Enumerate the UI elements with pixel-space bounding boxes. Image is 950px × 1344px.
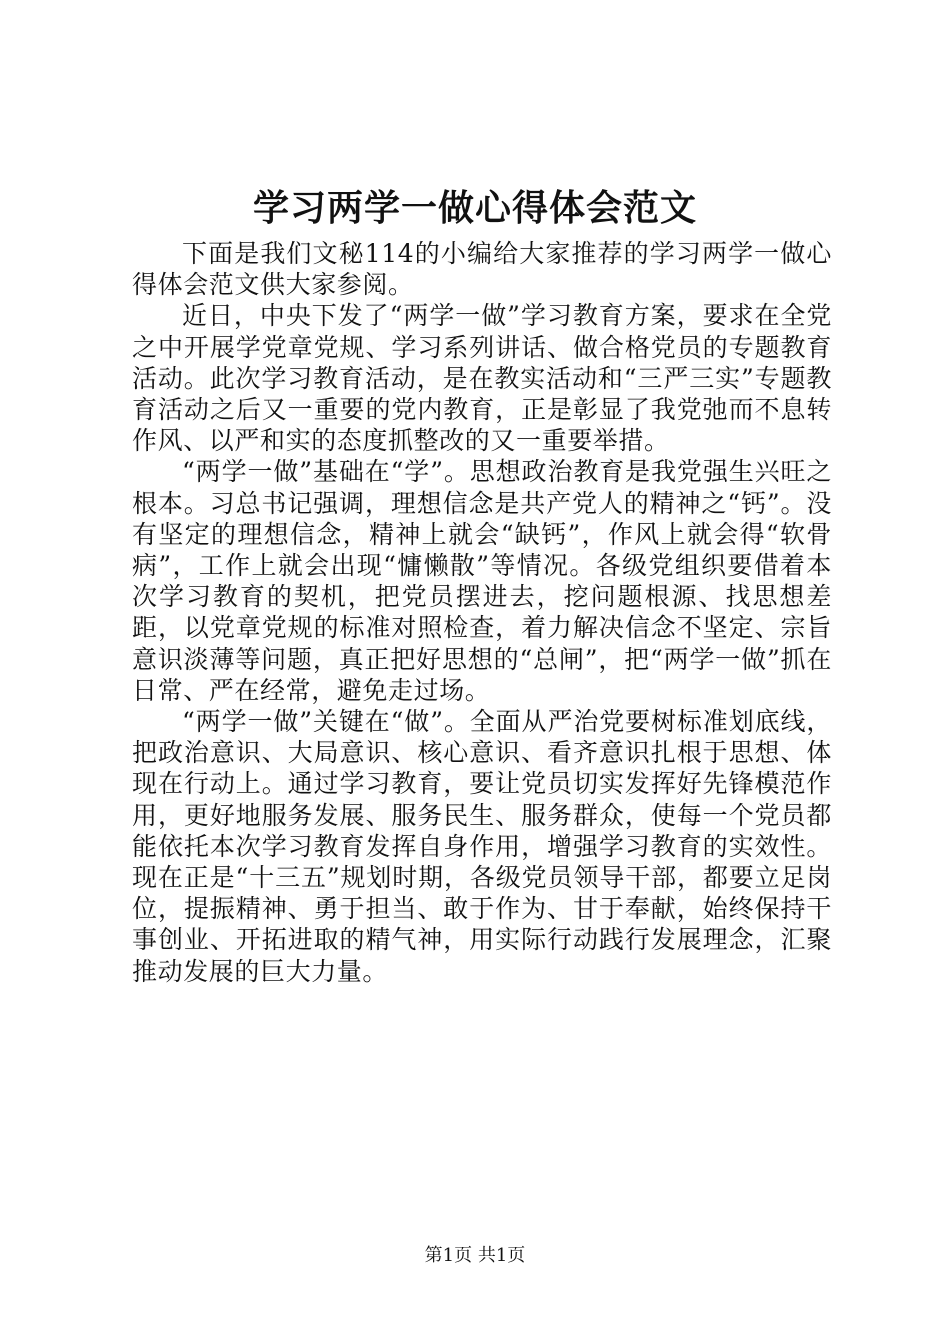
document-title: 学习两学一做心得体会范文 [252,187,697,229]
document-body [132,238,832,987]
page-footer: 第1页 共1页 [424,1245,526,1266]
paragraph-background: 近日，中央下发了“两学一做”学习教育方案，要求在全党之中开展学党章党规、学习系列讲话、做合格党员的专题教育活动。此次学习教育活动，是在教实活动和“三严三实”专题教育活动之后又一重要的党内教育，正是彰显了我党弛而不息转作风、以严和实的态度抓整改的又一重要举措。 [132,301,832,456]
paragraph-intro: 下面是我们文秘114的小编给大家推荐的学习两学一做心得体会范文供大家参阅。 [132,239,832,300]
paragraph-practice: “两学一做”关键在“做”。全面从严治党要树标准划底线，把政治意识、大局意识、核心意识、看齐意识扎根于思想、体现在行动上。通过学习教育，要让党员切实发挥好先锋模范作用，更好地服务发展、服务民生、服务群众，使每一个党员都能依托本次学习教育发挥自身作用，增强学习教育的实效性。现在正是“十三五”规划时期，各级党员领导干部，都要立足岗位，提振精神、勇于担当、敢于作为、甘于奉献，始终保持干事创业、开拓进取的精气神，用实际行动践行发展理念，汇聚推动发展的巨大力量。 [132,707,832,986]
paragraph-study: “两学一做”基础在“学”。思想政治教育是我党强生兴旺之根本。习总书记强调，理想信念是共产党人的精神之“钙”。没有坚定的理想信念，精神上就会“缺钙”，作风上就会得“软骨病”，工作上就会出现“慵懒散”等情况。各级党组织要借着本次学习教育的契机，把党员摆进去，挖问题根源、找思想差距，以党章党规的标准对照检查，着力解决信念不坚定、宗旨意识淡薄等问题，真正把好思想的“总闸”，把“两学一做”抓在日常、严在经常，避免走过场。 [132,457,832,705]
